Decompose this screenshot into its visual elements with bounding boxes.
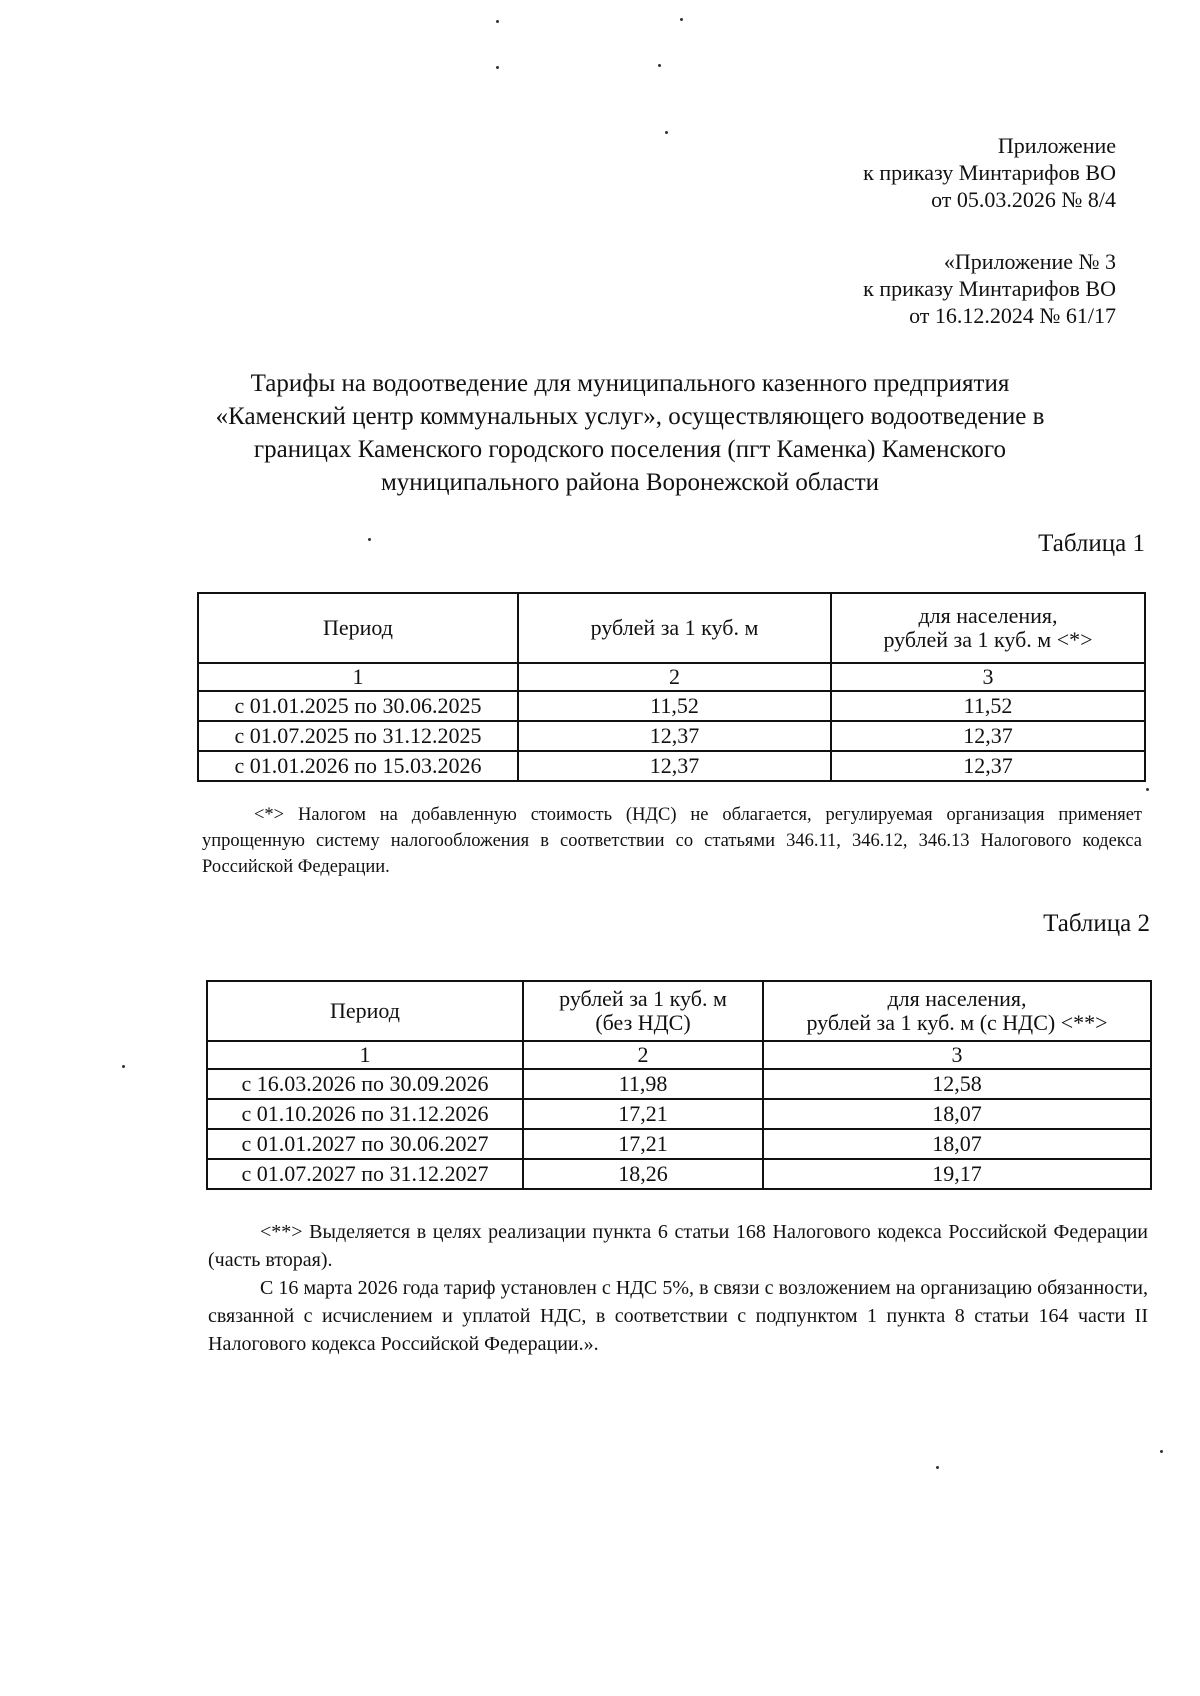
original-appendix-header-line: от 16.12.2024 № 61/17	[909, 303, 1116, 328]
title-line: Тарифы на водоотведение для муниципального казенного предприятия	[250, 370, 1010, 397]
table-row	[198, 721, 1145, 751]
header-rate: рублей за 1 куб. м	[518, 593, 831, 663]
population-rate-cell: 18,07	[763, 1129, 1151, 1159]
period-cell: с 01.07.2027 по 31.12.2027	[207, 1159, 523, 1189]
original-appendix-header-line: к приказу Минтарифов ВО	[863, 276, 1116, 301]
column-number: 2	[518, 663, 831, 691]
scan-speck	[936, 1466, 939, 1469]
column-number: 1	[207, 1041, 523, 1069]
document-title	[170, 367, 1090, 499]
appendix-header-line: Приложение	[997, 133, 1116, 158]
period-cell: с 01.10.2026 по 31.12.2026	[207, 1099, 523, 1129]
rate-cell: 17,21	[523, 1099, 763, 1129]
population-rate-cell: 19,17	[763, 1159, 1151, 1189]
scan-speck	[1160, 1450, 1163, 1453]
original-appendix-header	[863, 248, 1116, 329]
header-rate-no-vat	[523, 981, 763, 1041]
tariff-table-1	[197, 592, 1146, 782]
scan-speck	[122, 1065, 125, 1068]
header-period: Период	[198, 593, 518, 663]
population-rate-cell: 12,58	[763, 1069, 1151, 1099]
table-row	[207, 1159, 1151, 1189]
table-1-label: Таблица 1	[1038, 530, 1145, 557]
header-population-rate	[831, 593, 1145, 663]
appendix-header	[863, 132, 1116, 213]
period-cell: с 16.03.2026 по 30.09.2026	[207, 1069, 523, 1099]
scan-speck	[680, 18, 683, 21]
population-rate-cell: 11,52	[831, 691, 1145, 721]
column-number-row	[207, 1041, 1151, 1069]
rate-cell: 12,37	[518, 751, 831, 781]
period-cell: с 01.07.2025 по 31.12.2025	[198, 721, 518, 751]
original-appendix-header-line: «Приложение № 3	[943, 249, 1116, 274]
scan-speck	[496, 20, 499, 23]
header-line: для населения,	[918, 603, 1058, 628]
table-2-footnotes	[208, 1218, 1148, 1358]
rate-cell: 11,98	[523, 1069, 763, 1099]
table-row	[207, 1099, 1151, 1129]
period-cell: с 01.01.2027 по 30.06.2027	[207, 1129, 523, 1159]
header-line: для населения,	[887, 986, 1027, 1011]
scan-speck	[368, 538, 371, 541]
column-number: 1	[198, 663, 518, 691]
rate-cell: 12,37	[518, 721, 831, 751]
header-line: (без НДС)	[595, 1010, 691, 1035]
title-line: границах Каменского городского поселения (пгт Каменка) Каменского	[253, 436, 1007, 463]
header-line: рублей за 1 куб. м (с НДС) <**>	[806, 1010, 1108, 1035]
scan-speck	[665, 131, 668, 134]
rate-cell: 17,21	[523, 1129, 763, 1159]
table-1-footnote: <*> Налогом на добавленную стоимость (НДС) не облагается, регулируемая организация применяет упрощенную систему налогообложения в соответствии со статьями 346.11, 346.12, 346.13 Налогового кодекса Российской Федерации.	[202, 805, 1142, 877]
column-number: 3	[831, 663, 1145, 691]
table-row	[207, 1069, 1151, 1099]
table-header-row	[207, 981, 1151, 1041]
column-number: 2	[523, 1041, 763, 1069]
rate-cell: 18,26	[523, 1159, 763, 1189]
population-rate-cell: 12,37	[831, 751, 1145, 781]
table-2-label: Таблица 2	[1043, 910, 1150, 937]
period-cell: с 01.01.2026 по 15.03.2026	[198, 751, 518, 781]
appendix-header-line: к приказу Минтарифов ВО	[863, 160, 1116, 185]
title-line: муниципального района Воронежской области	[380, 469, 879, 496]
period-cell: с 01.01.2025 по 30.06.2025	[198, 691, 518, 721]
table-2-footnote-tariff: С 16 марта 2026 года тариф установлен с НДС 5%, в связи с возложением на организацию обязанности, связанной с исчислением и уплатой НДС, в соответствии с подпунктом 1 пункта 8 статьи 164 части II Налогового кодекса Российской Федерации.».	[208, 1277, 1148, 1355]
tariff-table-2	[206, 980, 1152, 1190]
appendix-header-line: от 05.03.2026 № 8/4	[931, 187, 1116, 212]
header-line: рублей за 1 куб. м <*>	[883, 627, 1093, 652]
header-population-rate-vat	[763, 981, 1151, 1041]
population-rate-cell: 18,07	[763, 1099, 1151, 1129]
table-row	[198, 751, 1145, 781]
table-header-row	[198, 593, 1145, 663]
header-line: рублей за 1 куб. м	[559, 986, 727, 1011]
scan-speck	[1146, 788, 1149, 791]
title-line: «Каменский центр коммунальных услуг», осуществляющего водоотведение в	[215, 403, 1045, 430]
table-2-footnote-vat: <**> Выделяется в целях реализации пункта 6 статьи 168 Налогового кодекса Российской Федерации (часть вторая).	[208, 1221, 1148, 1271]
column-number: 3	[763, 1041, 1151, 1069]
rate-cell: 11,52	[518, 691, 831, 721]
scan-speck	[496, 66, 499, 69]
table-row	[198, 691, 1145, 721]
population-rate-cell: 12,37	[831, 721, 1145, 751]
table-row	[207, 1129, 1151, 1159]
scan-speck	[658, 64, 661, 67]
header-period: Период	[207, 981, 523, 1041]
column-number-row	[198, 663, 1145, 691]
